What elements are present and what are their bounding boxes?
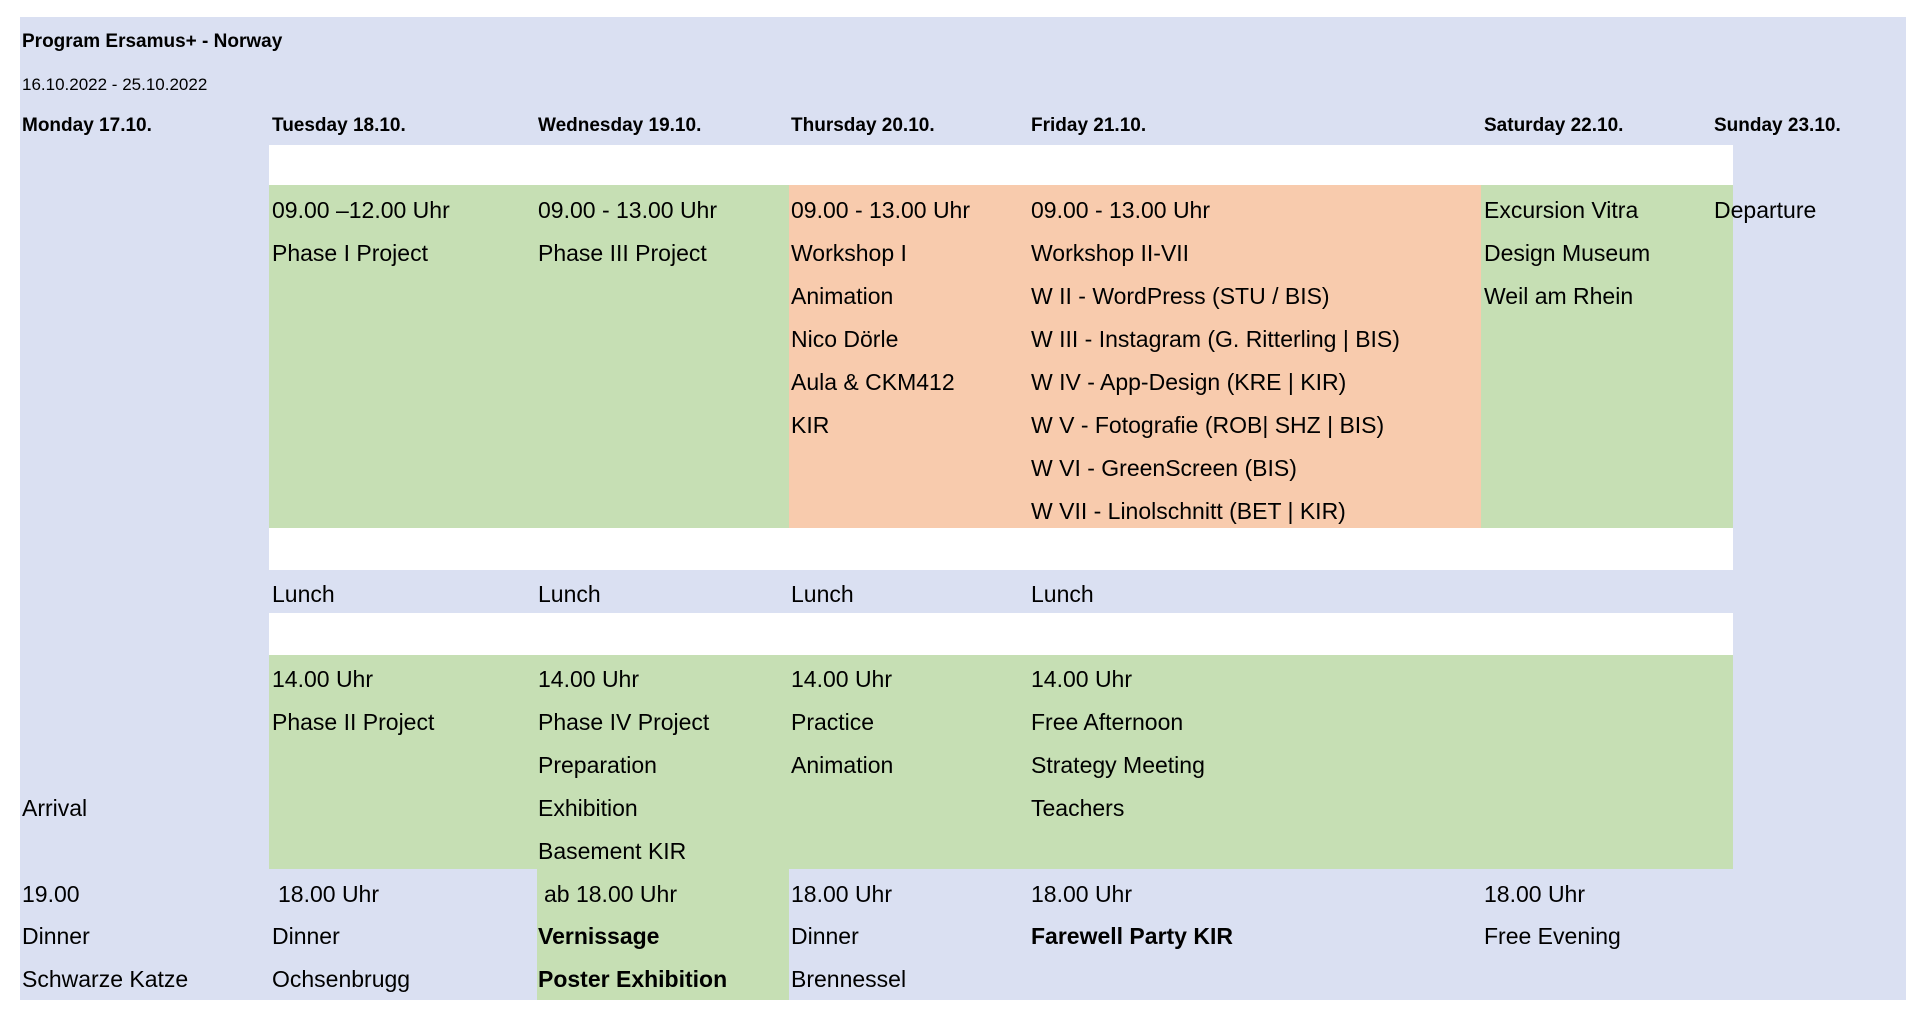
afternoon-wed-line: Preparation xyxy=(538,752,657,778)
morning-tue-line: Phase I Project xyxy=(272,240,428,266)
afternoon-wed-line: Basement KIR xyxy=(538,838,687,864)
spacer-row-lunch xyxy=(269,613,1733,655)
evening-fri-line: Farewell Party KIR xyxy=(1031,923,1233,949)
evening-thu-line: 18.00 Uhr xyxy=(791,881,893,907)
evening-thu-line: Dinner xyxy=(791,923,859,949)
afternoon-thu-line: Animation xyxy=(791,752,894,778)
evening-wed-line: Vernissage xyxy=(538,923,660,949)
day-header-tuesday: Tuesday 18.10. xyxy=(272,115,406,136)
afternoon-wed-line: Phase IV Project xyxy=(538,709,710,735)
day-header-wednesday: Wednesday 19.10. xyxy=(538,115,702,136)
morning-fri-line: 09.00 - 13.00 Uhr xyxy=(1031,197,1211,223)
morning-fri-line: W III - Instagram (G. Ritterling | BIS) xyxy=(1031,326,1400,352)
afternoon-tue-line: Phase II Project xyxy=(272,709,435,735)
morning-wed-line: Phase III Project xyxy=(538,240,707,266)
evening-sat-line: Free Evening xyxy=(1484,923,1621,949)
date-range: 16.10.2022 - 25.10.2022 xyxy=(22,75,208,94)
afternoon-fri-line: 14.00 Uhr xyxy=(1031,666,1133,692)
day-header-friday: Friday 21.10. xyxy=(1031,115,1147,136)
afternoon-block xyxy=(269,655,1733,869)
morning-sun-line: Departure xyxy=(1714,197,1817,223)
morning-thu-line: Aula & CKM412 xyxy=(791,369,955,395)
morning-sat-line: Excursion Vitra xyxy=(1484,197,1639,223)
evening-fri-line: 18.00 Uhr xyxy=(1031,881,1133,907)
program-sheet xyxy=(20,17,1906,1000)
morning-tue-line: 09.00 –12.00 Uhr xyxy=(272,197,450,223)
evening-mon-line: Dinner xyxy=(22,923,90,949)
lunch-tue: Lunch xyxy=(272,581,335,607)
evening-wed-line: ab 18.00 Uhr xyxy=(544,881,677,907)
morning-fri-line: W VII - Linolschnitt (BET | KIR) xyxy=(1031,498,1346,524)
morning-thu-line: 09.00 - 13.00 Uhr xyxy=(791,197,971,223)
evening-thu-line: Brennessel xyxy=(791,966,907,992)
lunch-thu: Lunch xyxy=(791,581,854,607)
morning-block-tue-wed xyxy=(269,185,789,528)
morning-thu-line: Nico Dörle xyxy=(791,326,899,352)
evening-tue-line: 18.00 Uhr xyxy=(278,881,380,907)
spacer-row-mid xyxy=(269,528,1733,570)
evening-tue-line: Ochsenbrugg xyxy=(272,966,411,992)
morning-block-sat xyxy=(1481,185,1733,528)
evening-wed-line: Poster Exhibition xyxy=(538,966,728,992)
afternoon-fri-line: Free Afternoon xyxy=(1031,709,1184,735)
evening-mon-line: Schwarze Katze xyxy=(22,966,189,992)
afternoon-thu-line: Practice xyxy=(791,709,875,735)
evening-mon-line: 19.00 xyxy=(22,881,80,907)
afternoon-mon-line: Arrival xyxy=(22,795,88,821)
morning-thu-line: Workshop I xyxy=(791,240,907,266)
afternoon-thu-line: 14.00 Uhr xyxy=(791,666,893,692)
morning-fri-line: W VI - GreenScreen (BIS) xyxy=(1031,455,1297,481)
lunch-wed: Lunch xyxy=(538,581,601,607)
afternoon-fri-line: Teachers xyxy=(1031,795,1125,821)
day-header-thursday: Thursday 20.10. xyxy=(791,115,935,136)
morning-sat-line: Design Museum xyxy=(1484,240,1651,266)
morning-fri-line: Workshop II-VII xyxy=(1031,240,1190,266)
morning-fri-line: W V - Fotografie (ROB| SHZ | BIS) xyxy=(1031,412,1385,438)
evening-sat-line: 18.00 Uhr xyxy=(1484,881,1586,907)
morning-sat-line: Weil am Rhein xyxy=(1484,283,1634,309)
afternoon-fri-line: Strategy Meeting xyxy=(1031,752,1205,778)
morning-fri-line: W IV - App-Design (KRE | KIR) xyxy=(1031,369,1347,395)
afternoon-wed-line: Exhibition xyxy=(538,795,638,821)
spacer-row-top xyxy=(269,145,1733,185)
morning-wed-line: 09.00 - 13.00 Uhr xyxy=(538,197,718,223)
day-header-monday: Monday 17.10. xyxy=(22,115,152,136)
evening-tue-line: Dinner xyxy=(272,923,340,949)
day-header-sunday: Sunday 23.10. xyxy=(1714,115,1841,136)
morning-fri-line: W II - WordPress (STU / BIS) xyxy=(1031,283,1330,309)
lunch-fri: Lunch xyxy=(1031,581,1094,607)
afternoon-tue-line: 14.00 Uhr xyxy=(272,666,374,692)
morning-thu-line: KIR xyxy=(791,412,830,438)
day-header-saturday: Saturday 22.10. xyxy=(1484,115,1624,136)
morning-thu-line: Animation xyxy=(791,283,894,309)
document-title: Program Ersamus+ - Norway xyxy=(22,31,283,52)
afternoon-wed-line: 14.00 Uhr xyxy=(538,666,640,692)
